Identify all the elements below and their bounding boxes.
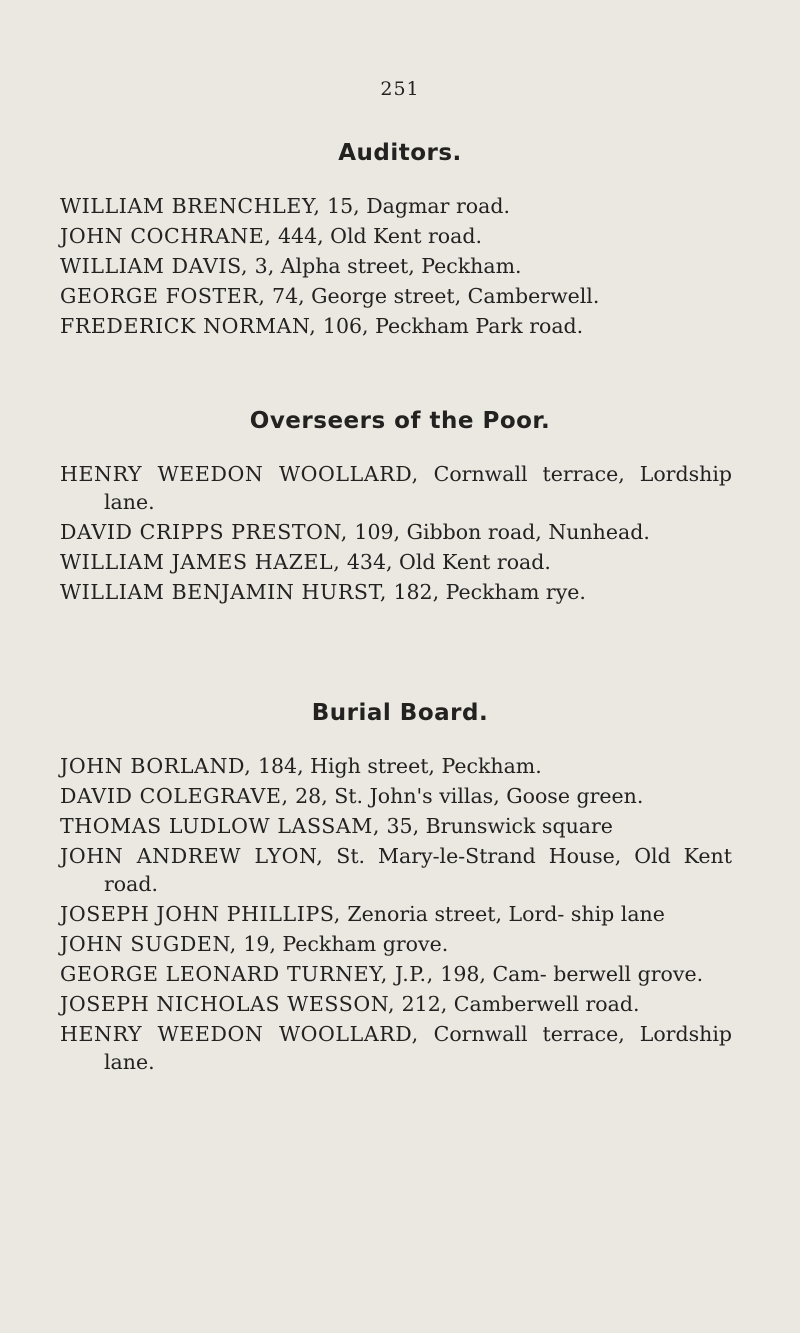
list-item [60,548,732,576]
list-item [60,252,732,280]
entry-detail: 184, High street, Peckham. [251,754,542,778]
list-item [60,282,732,310]
entry-detail: 15, Dagmar road. [320,194,510,218]
entry-detail: Cornwall terrace, Lordship lane. [104,1022,732,1074]
entry-detail: 444, Old Kent road. [271,224,483,248]
entry-detail: 106, Peckham Park road. [316,314,584,338]
list-item [60,460,732,516]
section-heading-burial-board: Burial Board. [311,700,489,726]
entry-detail: 109, Gibbon road, Nunhead. [347,520,650,544]
entry-detail: 198, Cam- berwell grove. [433,962,704,986]
entry-detail: Cornwall terrace, Lordship lane. [104,462,732,514]
entry-detail: St. Mary-le-Strand House, Old Kent road. [104,844,732,896]
overseers-list [60,460,732,608]
entry-name: WILLIAM BENJAMIN HURST, [60,580,387,604]
auditors-list [60,192,732,342]
entry-name: GEORGE LEONARD TURNEY, J.P., [60,962,434,986]
section-heading-overseers: Overseers of the Poor. [249,408,551,434]
list-item [60,782,732,810]
entry-name: WILLIAM BRENCHLEY, [60,194,321,218]
list-item [60,1020,732,1076]
entry-detail: 434, Old Kent road. [340,550,551,574]
entry-name: GEORGE FOSTER, [60,284,266,308]
entry-detail: 28, St. John's villas, Goose green. [288,784,644,808]
list-item [60,812,732,840]
list-item [60,312,732,340]
list-item [60,192,732,220]
entry-name: JOSEPH JOHN PHILLIPS, [60,902,341,926]
list-item [60,842,732,898]
entry-name: HENRY WEEDON WOOLLARD, [60,462,419,486]
entry-detail: 74, George street, Camberwell. [265,284,600,308]
entry-name: JOHN BORLAND, [60,754,252,778]
burial-board-list [60,752,732,1078]
entry-name: FREDERICK NORMAN, [60,314,317,338]
page-number: 251 [380,78,420,100]
list-item [60,222,732,250]
entry-name: JOHN ANDREW LYON, [60,844,324,868]
entry-name: WILLIAM DAVIS, [60,254,249,278]
entry-detail: 182, Peckham rye. [386,580,586,604]
list-item [60,930,732,958]
list-item [60,752,732,780]
entry-detail: Zenoria street, Lord- ship lane [340,902,665,926]
entry-name: JOHN SUGDEN, [60,932,237,956]
entry-name: JOHN COCHRANE, [60,224,272,248]
entry-name: HENRY WEEDON WOOLLARD, [60,1022,419,1046]
list-item [60,578,732,606]
entry-detail: 212, Camberwell road. [395,992,640,1016]
entry-name: DAVID COLEGRAVE, [60,784,289,808]
section-heading-auditors: Auditors. [338,140,462,166]
entry-name: THOMAS LUDLOW LASSAM, [60,814,380,838]
list-item [60,960,732,988]
list-item [60,518,732,546]
entry-name: JOSEPH NICHOLAS WESSON, [60,992,396,1016]
entry-detail: 19, Peckham grove. [236,932,449,956]
list-item [60,900,732,928]
entry-detail: 35, Brunswick square [379,814,613,838]
entry-name: WILLIAM JAMES HAZEL, [60,550,341,574]
entry-detail: 3, Alpha street, Peckham. [248,254,522,278]
list-item [60,990,732,1018]
entry-name: DAVID CRIPPS PRESTON, [60,520,348,544]
